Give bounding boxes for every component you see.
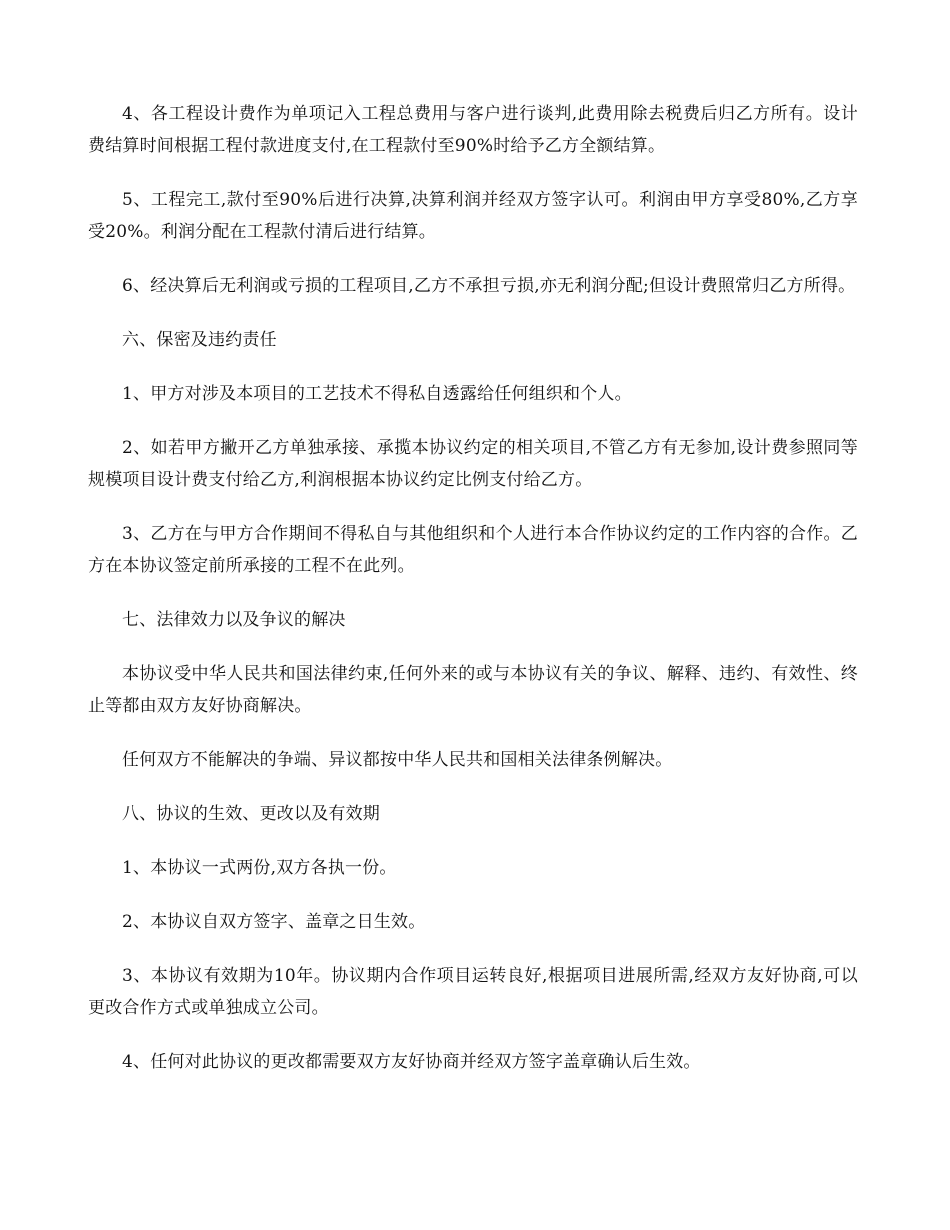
legal-clause-1: 本协议受中华人民共和国法律约束,任何外来的或与本协议有关的争议、解释、违约、有效性、终止等都由双方友好协商解决。 <box>88 664 858 716</box>
confidentiality-clause-1: 1、甲方对涉及本项目的工艺技术不得私自透露给任何组织和个人。 <box>122 384 632 404</box>
clause-4-design-fee: 4、各工程设计费作为单项记入工程总费用与客户进行谈判,此费用除去税费后归乙方所有。设计费结算时间根据工程付款进度支付,在工程款付至90%时给予乙方全额结算。 <box>88 104 858 156</box>
clause-5-final-accounts: 5、工程完工,款付至90%后进行决算,决算利润并经双方签字认可。利润由甲方享受80%,乙方享受20%。利润分配在工程款付清后进行结算。 <box>88 190 858 242</box>
effectiveness-clause-4: 4、任何对此协议的更改都需要双方友好协商并经双方签字盖章确认后生效。 <box>122 1052 701 1072</box>
legal-clause-2: 任何双方不能解决的争端、异议都按中华人民共和国相关法律条例解决。 <box>122 750 673 770</box>
section-heading-confidentiality: 六、保密及违约责任 <box>122 330 277 350</box>
document-body <box>88 98 858 1100</box>
section-heading-effectiveness: 八、协议的生效、更改以及有效期 <box>122 804 380 824</box>
confidentiality-clause-3: 3、乙方在与甲方合作期间不得私自与其他组织和个人进行本合作协议约定的工作内容的合作。乙方在本协议签定前所承接的工程不在此列。 <box>88 524 858 576</box>
clause-6-no-profit: 6、经决算后无利润或亏损的工程项目,乙方不承担亏损,亦无利润分配;但设计费照常归乙方所得。 <box>122 276 856 296</box>
confidentiality-clause-2: 2、如若甲方撇开乙方单独承接、承揽本协议约定的相关项目,不管乙方有无参加,设计费参照同等规模项目设计费支付给乙方,利润根据本协议约定比例支付给乙方。 <box>88 438 858 490</box>
section-heading-legal-effect: 七、法律效力以及争议的解决 <box>122 610 346 630</box>
effectiveness-clause-1: 1、本协议一式两份,双方各执一份。 <box>122 858 397 878</box>
effectiveness-clause-2: 2、本协议自双方签字、盖章之日生效。 <box>122 912 426 932</box>
effectiveness-clause-3: 3、本协议有效期为10年。协议期内合作项目运转良好,根据项目进展所需,经双方友好协商,可以更改合作方式或单独成立公司。 <box>88 966 858 1018</box>
